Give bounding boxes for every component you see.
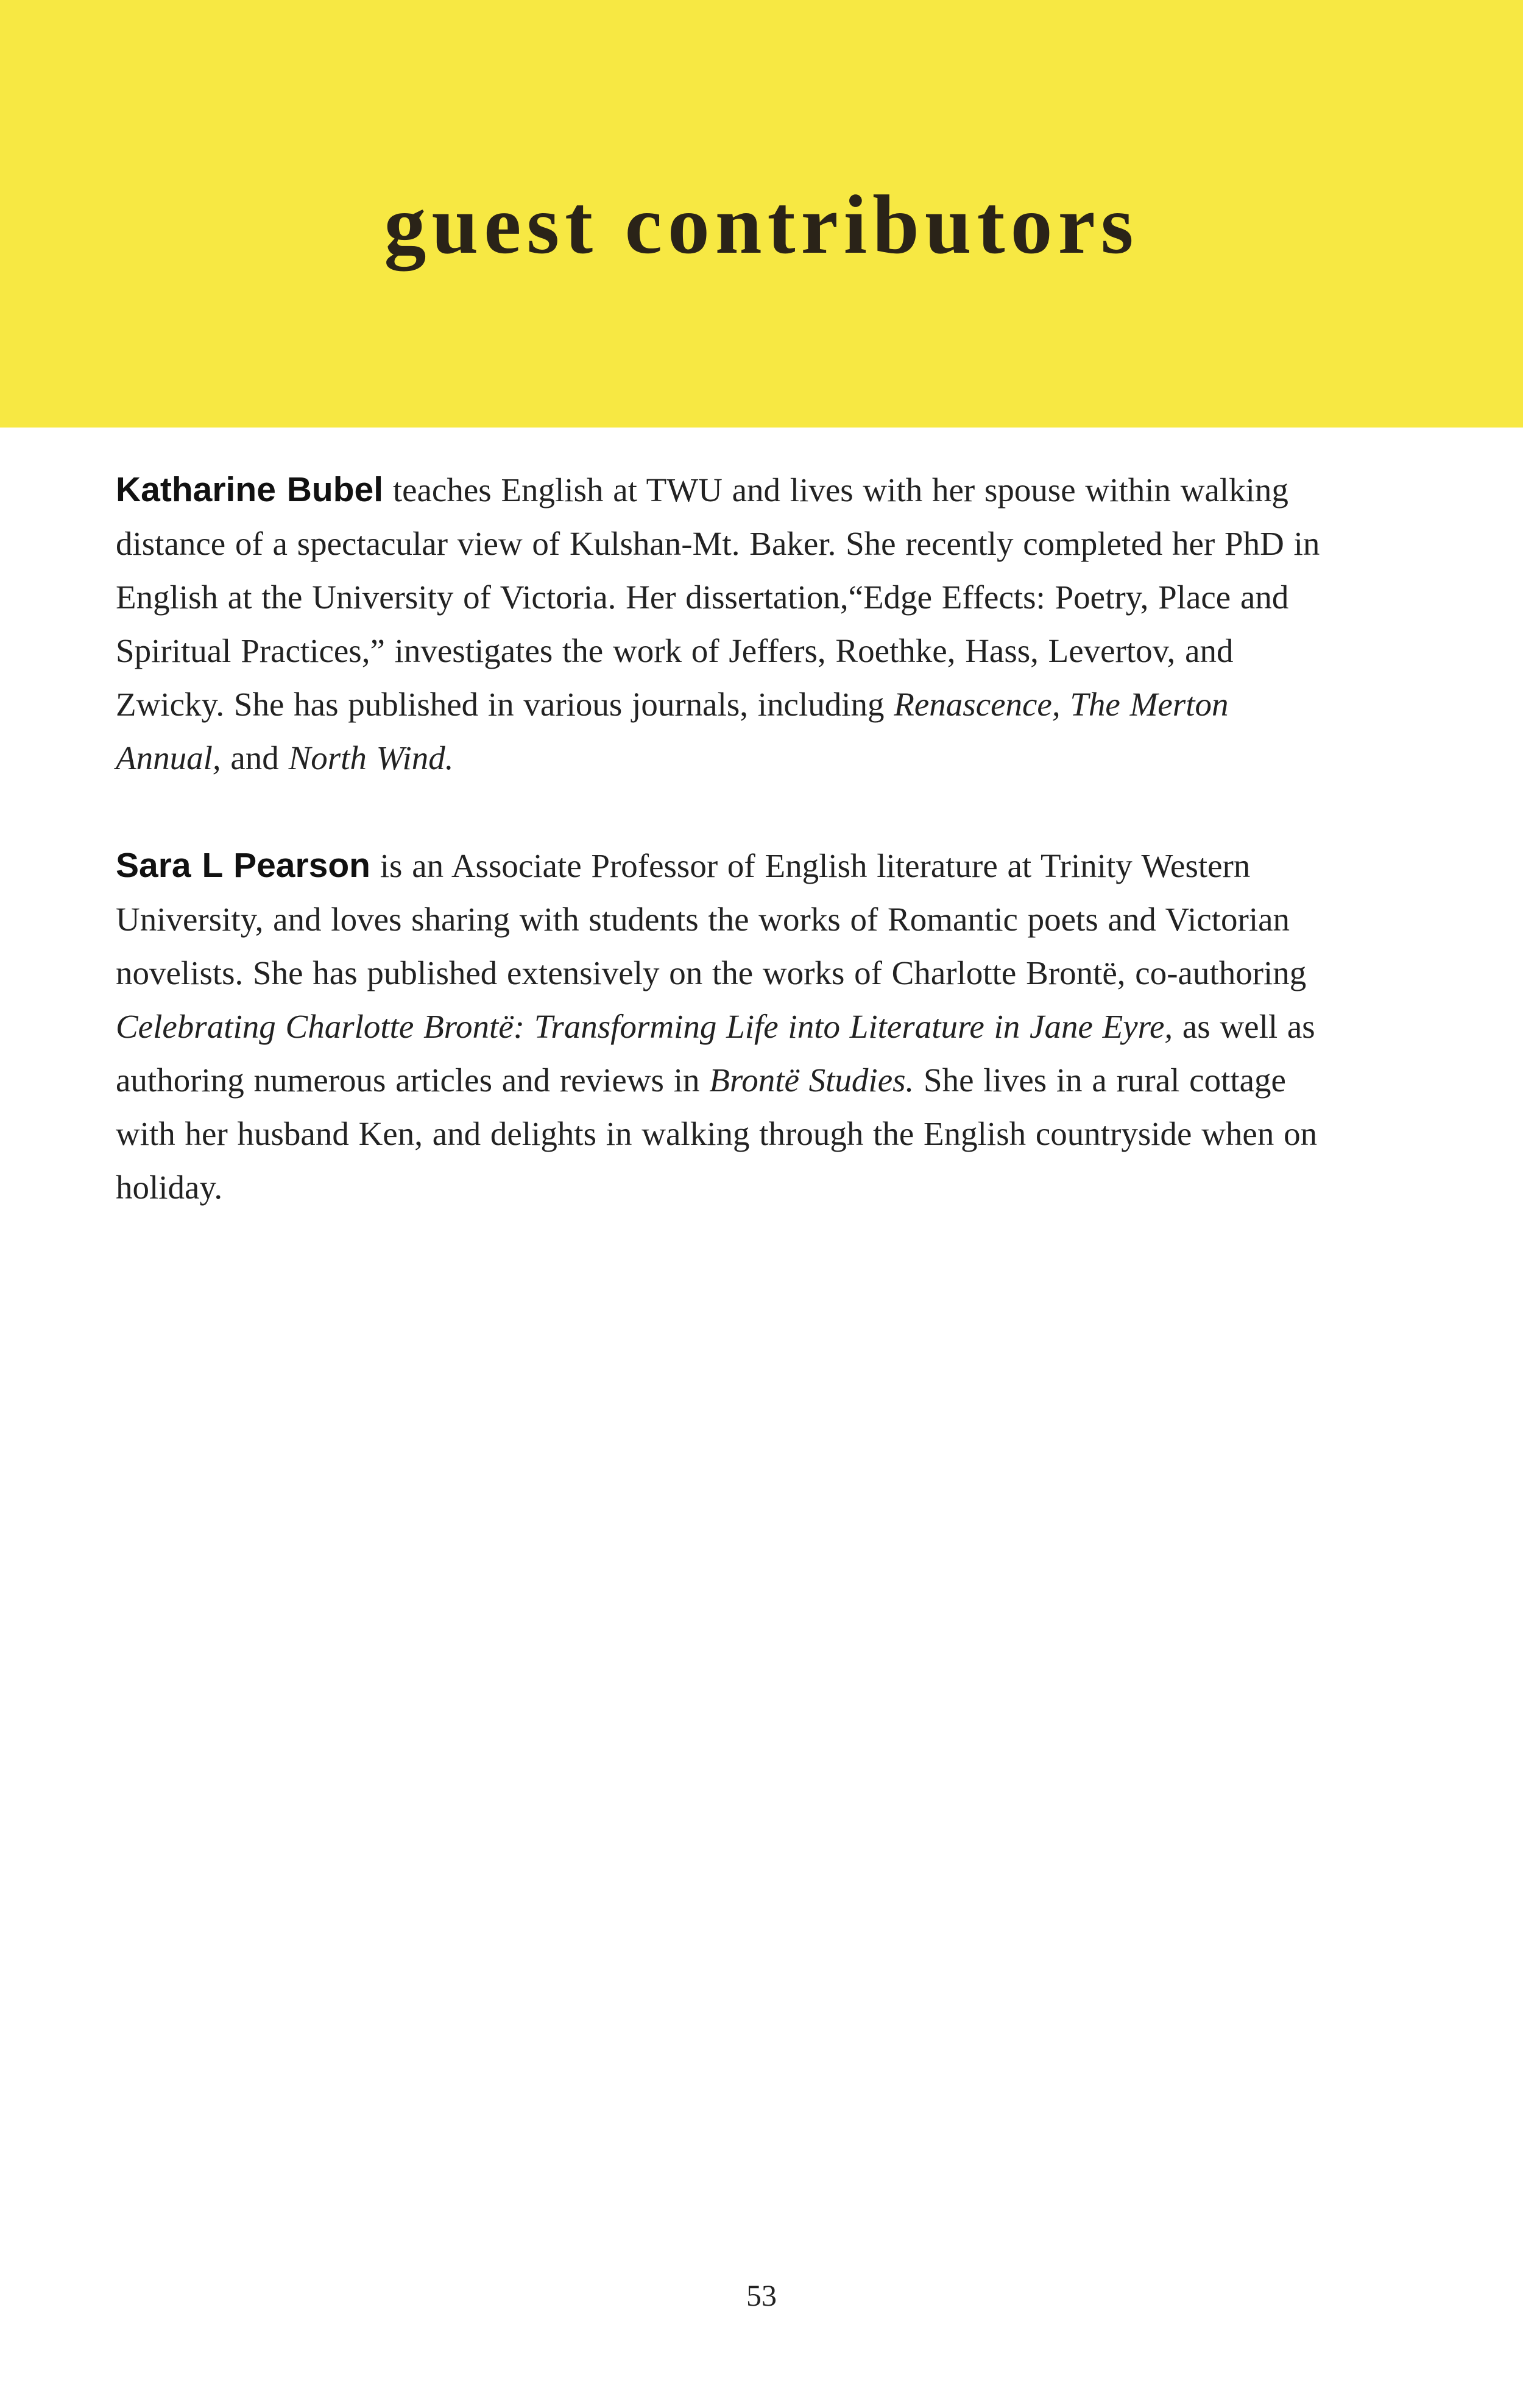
contributor-list bbox=[116, 463, 1334, 1268]
page-number: 53 bbox=[746, 2278, 777, 2312]
contributor-name: Katharine Bubel bbox=[116, 470, 384, 509]
bio-text: teaches English at TWU and lives with her spouse within walking distance of a spectacular view of Kulshan-Mt. Baker. She recently completed her PhD in English at the University of Victoria. Her dissertation,“Edge Effects: Poetry, Place and Spiritual Practices,” investigates the work of Jeffers, Roethke, Hass, Levertov, and Zwicky. She has published in various journals, including bbox=[116, 471, 1320, 723]
bio-text-italic: Celebrating Charlotte Brontë: Transforming Life into Literature in Jane Eyre, bbox=[116, 1008, 1173, 1045]
bio-text: She lives in a rural cottage with her husband Ken, and delights in walking through the English countryside when on holiday. bbox=[116, 1061, 1318, 1206]
contributor-bio bbox=[116, 839, 1334, 1214]
bio-text-italic: Brontë Studies. bbox=[709, 1061, 914, 1099]
contributor-bio bbox=[116, 463, 1334, 785]
header-band bbox=[0, 0, 1523, 428]
bio-text: and bbox=[221, 739, 289, 776]
bio-text-italic: North Wind. bbox=[288, 739, 454, 776]
bio-text: is an Associate Professor of English literature at Trinity Western University, and loves sharing with students the works of Romantic poets and Victorian novelists. She has published extensively on the works of Charlotte Brontë, co-authoring bbox=[116, 847, 1307, 991]
contributor-name: Sara L Pearson bbox=[116, 846, 371, 885]
page-title: guest contributors bbox=[384, 178, 1139, 271]
bio-text: as well as authoring numerous articles and reviews in bbox=[116, 1008, 1315, 1099]
bio-text-italic: Renascence, The Merton Annual, bbox=[116, 686, 1229, 776]
